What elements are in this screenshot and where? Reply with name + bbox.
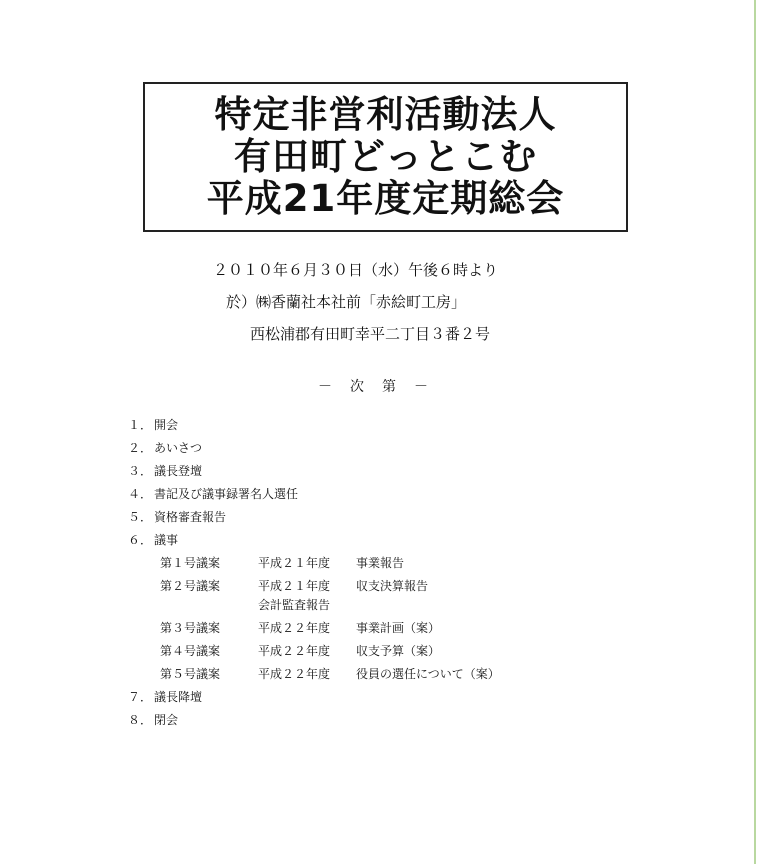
- proposal-item: 役員の選任について（案）: [356, 667, 500, 681]
- agenda-item-label: 開会: [154, 418, 179, 432]
- agenda-item-label: 資格審査報告: [154, 510, 227, 524]
- agenda-item-number: ２．: [128, 441, 153, 455]
- proposal-year: 平成２１年度: [258, 556, 331, 570]
- agenda-item: [128, 529, 500, 552]
- proposal-row: [128, 640, 500, 663]
- agenda-item: [128, 460, 500, 483]
- agenda-item: [128, 709, 500, 732]
- title-line-meeting: 平成21年度定期総会: [206, 177, 565, 220]
- agenda-item-label: 書記及び議事録署名人選任: [154, 487, 299, 501]
- proposal-item: 事業報告: [356, 556, 405, 570]
- proposal-row: [128, 663, 500, 686]
- proposal-row: [128, 552, 500, 575]
- proposal-item: 収支予算（案）: [356, 644, 441, 658]
- agenda-item-number: ５．: [128, 510, 153, 524]
- agenda-item-label: 議事: [154, 533, 179, 547]
- agenda-item-label: あいさつ: [154, 441, 203, 455]
- date-line: ２０１０年６月３０日（水）午後６時より: [213, 261, 499, 279]
- venue-line: 於）㈱香蘭社本社前「赤絵町工房」: [226, 293, 467, 311]
- agenda-item-number: ４．: [128, 487, 153, 501]
- proposal-number: 第２号議案: [160, 579, 221, 593]
- agenda-item-number: ３．: [128, 464, 153, 478]
- agenda-item: [128, 483, 500, 506]
- agenda-item-number: ６．: [128, 533, 153, 547]
- proposal-row: [128, 617, 500, 640]
- proposal-number: 第３号議案: [160, 621, 221, 635]
- title-box: [143, 82, 628, 232]
- agenda-item-label: 議長降壇: [154, 690, 203, 704]
- proposal-item: 事業計画（案）: [356, 621, 441, 635]
- title-line-organization: 特定非営利活動法人: [214, 93, 557, 136]
- agenda-heading: － 次 第 －: [318, 379, 430, 395]
- proposal-number: 第１号議案: [160, 556, 221, 570]
- proposal-year: 平成２２年度: [258, 667, 331, 681]
- proposal-number: 第４号議案: [160, 644, 221, 658]
- agenda-item: [128, 506, 500, 529]
- proposal-year: 平成２２年度: [258, 621, 331, 635]
- proposal-year: 平成２２年度: [258, 644, 331, 658]
- page-edge-line: [754, 0, 756, 864]
- proposal-year: 平成２１年度: [258, 579, 331, 593]
- agenda-item: [128, 686, 500, 709]
- title-line-name: 有田町どっとこむ: [233, 135, 538, 178]
- agenda-item: [128, 414, 500, 437]
- agenda-item: [128, 437, 500, 460]
- agenda-item-number: ７．: [128, 690, 153, 704]
- agenda-item-label: 議長登壇: [154, 464, 203, 478]
- agenda-item-number: ８．: [128, 713, 153, 727]
- agenda-list: [128, 414, 500, 732]
- agenda-item-number: １．: [128, 418, 153, 432]
- proposal-continuation: 会計監査報告: [258, 598, 331, 612]
- proposal-item: 収支決算報告: [356, 579, 429, 593]
- proposal-number: 第５号議案: [160, 667, 221, 681]
- address-line: 西松浦郡有田町幸平二丁目３番２号: [250, 325, 491, 343]
- agenda-item-label: 閉会: [154, 713, 179, 727]
